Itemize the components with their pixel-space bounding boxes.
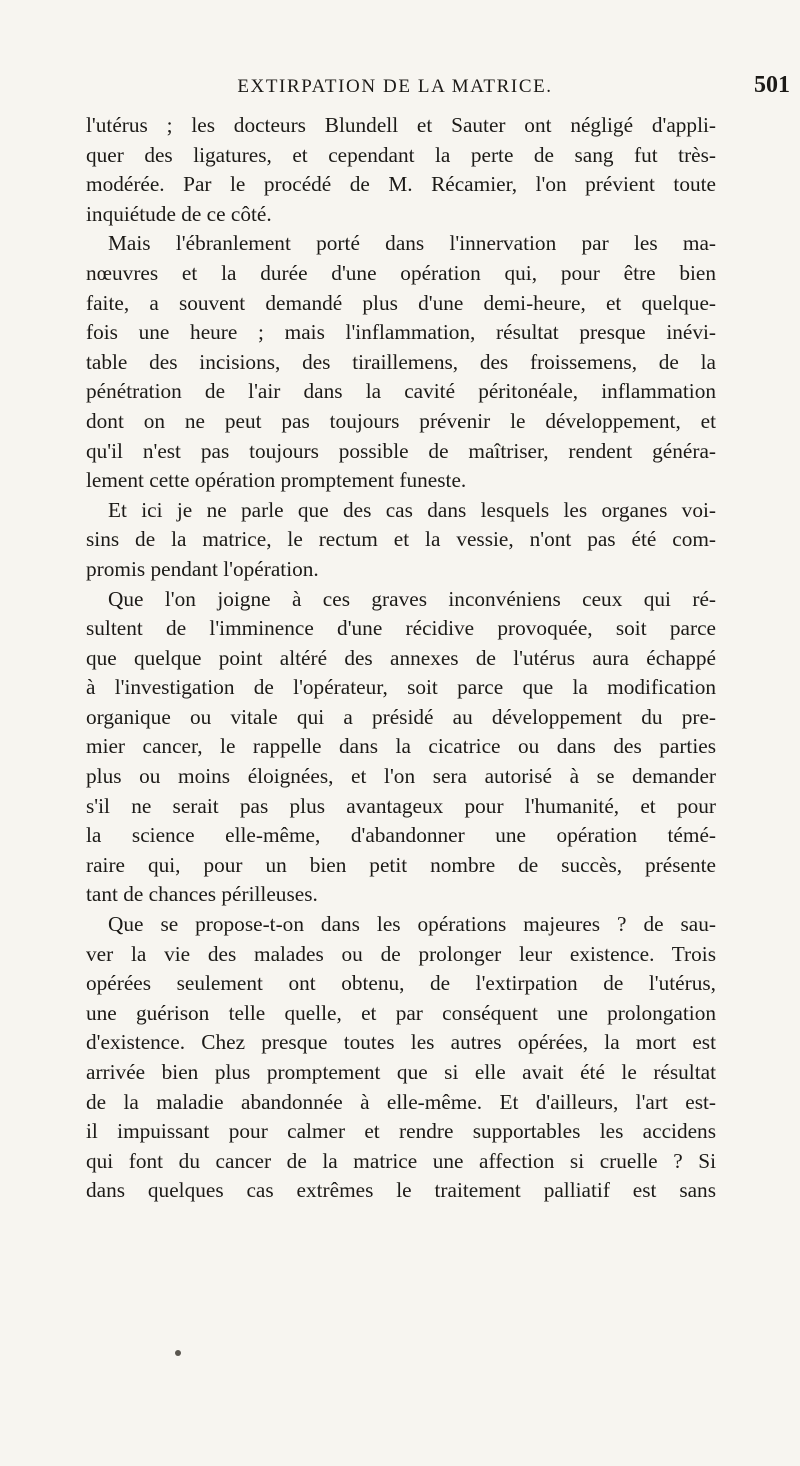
paragraph-start-line: Et ici je ne parle que des cas dans lesquels les organes voi- [108, 497, 716, 522]
text-line: sultent de l'imminence d'une récidive provoquée, soit parce [86, 616, 716, 641]
text-line: arrivée bien plus promptement que si elle avait été le résultat [86, 1060, 716, 1084]
text-line: l'utérus ; les docteurs Blundell et Sauter ont négligé d'appli- [86, 113, 716, 137]
text-line: s'il ne serait pas plus avantageux pour l'humanité, et pour [86, 793, 716, 818]
text-line: qui font du cancer de la matrice une affection si cruelle ? Si [86, 1148, 716, 1173]
text-line: table des incisions, des tiraillemens, des froissemens, de la [86, 349, 716, 374]
text-line: de la maladie abandonnée à elle-même. Et d'ailleurs, l'art est- [86, 1089, 716, 1114]
text-line: opérées seulement ont obtenu, de l'extirpation de l'utérus, [86, 971, 716, 996]
text-line: inquiétude de ce côté. [86, 201, 272, 226]
running-title: EXTIRPATION DE LA MATRICE. [237, 76, 553, 97]
text-line: faite, a souvent demandé plus d'une demi-heure, et quelque- [86, 290, 716, 315]
text-line: pénétration de l'air dans la cavité péritonéale, inflammation [86, 379, 716, 404]
text-line: promis pendant l'opération. [86, 556, 319, 581]
ink-speck [175, 1350, 181, 1356]
text-line: mier cancer, le rappelle dans la cicatrice ou dans des parties [86, 734, 716, 759]
text-line: il impuissant pour calmer et rendre supportables les accidens [86, 1119, 716, 1144]
text-line: tant de chances périlleuses. [86, 882, 318, 907]
text-line: dans quelques cas extrêmes le traitement palliatif est sans [86, 1178, 716, 1203]
paragraph-start-line: Mais l'ébranlement porté dans l'innervation par les ma- [108, 231, 716, 256]
text-line: nœuvres et la durée d'une opération qui, pour être bien [86, 260, 716, 285]
text-line: dont on ne peut pas toujours prévenir le développement, et [86, 408, 716, 433]
text-line: la science elle-même, d'abandonner une opération témé- [86, 823, 716, 848]
text-line: raire qui, pour un bien petit nombre de succès, présente [86, 852, 716, 877]
paragraph-start-line: Que l'on joigne à ces graves inconvéniens ceux qui ré- [108, 586, 716, 611]
paragraph-start-line: Que se propose-t-on dans les opérations majeures ? de sau- [108, 912, 716, 937]
text-line: plus ou moins éloignées, et l'on sera autorisé à se demander [86, 764, 716, 789]
text-line: sins de la matrice, le rectum et la vessie, n'ont pas été com- [86, 527, 716, 552]
text-line: d'existence. Chez presque toutes les autres opérées, la mort est [86, 1030, 716, 1055]
text-line: lement cette opération promptement funeste. [86, 468, 467, 493]
text-line: qu'il n'est pas toujours possible de maîtriser, rendent généra- [86, 438, 716, 463]
text-line: ver la vie des malades ou de prolonger leur existence. Trois [86, 941, 716, 966]
body-text [86, 111, 716, 1206]
text-line: organique ou vitale qui a présidé au développement du pre- [86, 704, 716, 729]
text-line: quer des ligatures, et cependant la perte de sang fut très- [86, 142, 716, 167]
text-line: à l'investigation de l'opérateur, soit parce que la modification [86, 675, 716, 700]
text-line: fois une heure ; mais l'inflammation, résultat presque inévi- [86, 320, 716, 345]
page-number: 501 [754, 72, 790, 98]
text-line: que quelque point altéré des annexes de l'utérus aura échappé [86, 645, 716, 670]
text-line: modérée. Par le procédé de M. Récamier, l'on prévient toute [86, 172, 716, 197]
text-line: une guérison telle quelle, et par conséquent une prolongation [86, 1000, 716, 1025]
